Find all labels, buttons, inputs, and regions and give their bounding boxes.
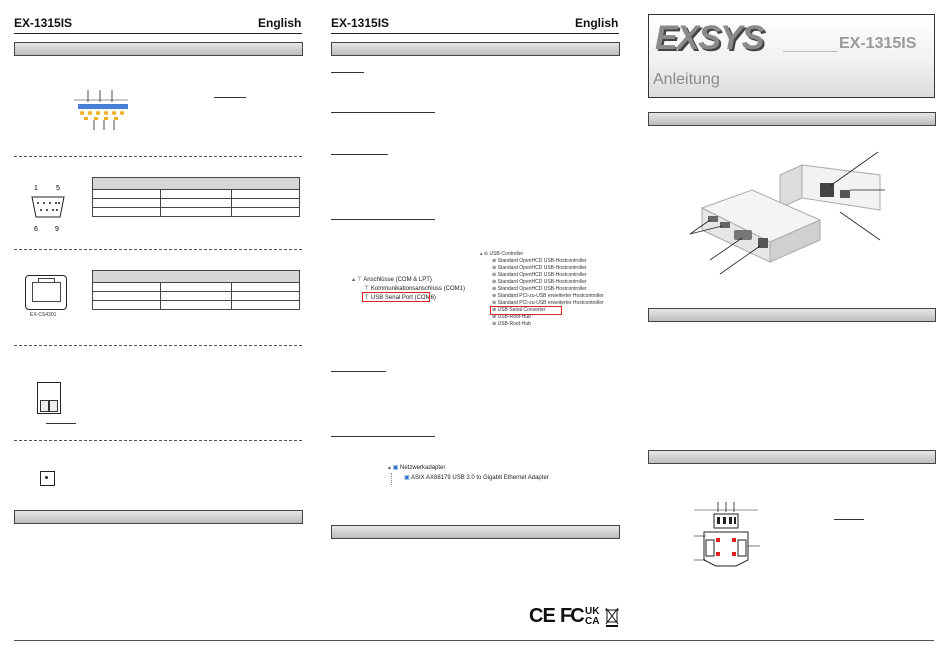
usb-item: ⊕ Standard PCI-zu-USB erweiterter Hostcontroller <box>492 300 604 306</box>
usb-controller-tree <box>480 251 604 328</box>
middle-subheading-5 <box>331 371 386 372</box>
rj45-port-diagram <box>25 275 67 310</box>
left-divider-3 <box>14 345 302 346</box>
exsys-logo: EXSYS <box>655 19 764 57</box>
middle-subheading-1 <box>331 72 364 73</box>
left-section-bar-2 <box>14 510 303 524</box>
product-photo <box>680 150 895 285</box>
ports-category: ▴ ⊤ Anschlüsse (COM & LPT) <box>352 277 432 283</box>
middle-subheading-4 <box>331 219 435 220</box>
page-bottom-rule <box>14 640 934 641</box>
usb-b-connector-diagram <box>690 500 768 570</box>
usb-item: ⊕ Standard OpenHCD USB-Hostcontroller <box>492 265 587 271</box>
ukca-mark: UK CA <box>585 606 600 627</box>
ports-item-com1: ⊤ Kommunikationsanschluss (COM1) <box>364 286 465 292</box>
usb-item: ⊕ Standard OpenHCD USB-Hostcontroller <box>492 258 587 264</box>
left-divider-1 <box>14 156 302 157</box>
network-adapter-tree <box>388 464 549 484</box>
serial-converter-highlight <box>490 306 562 315</box>
middle-subheading-3 <box>331 154 388 155</box>
db9-pin-1-label: 1 <box>34 185 38 192</box>
left-language-label: English <box>258 16 302 30</box>
usb-item: ⊕ USB-Root-Hub <box>492 321 531 327</box>
left-divider-4 <box>14 440 302 441</box>
cover-panel <box>648 14 935 98</box>
middle-header-rule <box>331 33 619 34</box>
weee-bin-icon <box>604 606 620 628</box>
terminal-block-diagram <box>37 382 61 414</box>
db9-pin-6-label: 6 <box>34 226 38 233</box>
usb-item: ⊕ Standard OpenHCD USB-Hostcontroller <box>492 272 587 278</box>
middle-section-bar-1 <box>331 42 620 56</box>
left-divider-2 <box>14 249 302 250</box>
network-category: ▴ ▣ Netzwerkadapter <box>388 465 446 471</box>
db9-pin-5-label: 5 <box>56 185 60 192</box>
cover-subtitle: Anleitung <box>653 71 720 88</box>
usb-item: ⊕ Standard OpenHCD USB-Hostcontroller <box>492 286 587 292</box>
db9-pin-9-label: 9 <box>55 226 59 233</box>
usb-legend-underline <box>214 97 246 98</box>
db9-pin-table <box>92 177 300 217</box>
cover-title-rule <box>783 51 838 52</box>
db9-connector-diagram <box>28 183 68 235</box>
com6-highlight <box>362 292 430 302</box>
left-model-title: EX-1315IS <box>14 16 73 30</box>
usb-b-legend-underline <box>834 519 864 520</box>
middle-subheading-6 <box>331 436 435 437</box>
usb-item-serial-converter: ⊕ USB Serial Converter <box>492 307 546 313</box>
usb-connector-diagram <box>70 86 140 132</box>
left-section-bar-1 <box>14 42 303 56</box>
ce-mark: CE <box>529 605 555 627</box>
usb-item: ⊕ Standard PCI-zu-USB erweiterter Hostcontroller <box>492 293 604 299</box>
right-section-bar-1 <box>648 112 936 126</box>
dc-jack-diagram <box>40 471 55 486</box>
fcc-mark: FC <box>560 605 583 627</box>
terminal-leader-line <box>46 423 76 424</box>
cover-model: EX-1315IS <box>839 35 917 52</box>
usb-category: ▴ ⊕ USB-Controller <box>480 251 524 257</box>
middle-language-label: English <box>575 16 619 30</box>
left-header-rule <box>14 33 302 34</box>
network-tree-line <box>391 473 392 485</box>
right-section-bar-3 <box>648 450 936 464</box>
middle-subheading-2 <box>331 112 435 113</box>
usb-item: ⊕ Standard OpenHCD USB-Hostcontroller <box>492 279 587 285</box>
rj45-caption: EX-CS4301 <box>30 312 57 318</box>
network-item-asix: ▣ ASIX AX88179 USB 3.0 to Gigabit Ethernet Adapter <box>404 475 549 481</box>
middle-section-bar-2 <box>331 525 620 539</box>
right-section-bar-2 <box>648 308 936 322</box>
rj45-pin-table <box>92 270 300 310</box>
middle-model-title: EX-1315IS <box>331 16 390 30</box>
usb-item: ⊕ USB-Root-Hub <box>492 314 531 320</box>
ports-item-com6: ⊤ USB Serial Port (COM6) <box>364 295 436 301</box>
